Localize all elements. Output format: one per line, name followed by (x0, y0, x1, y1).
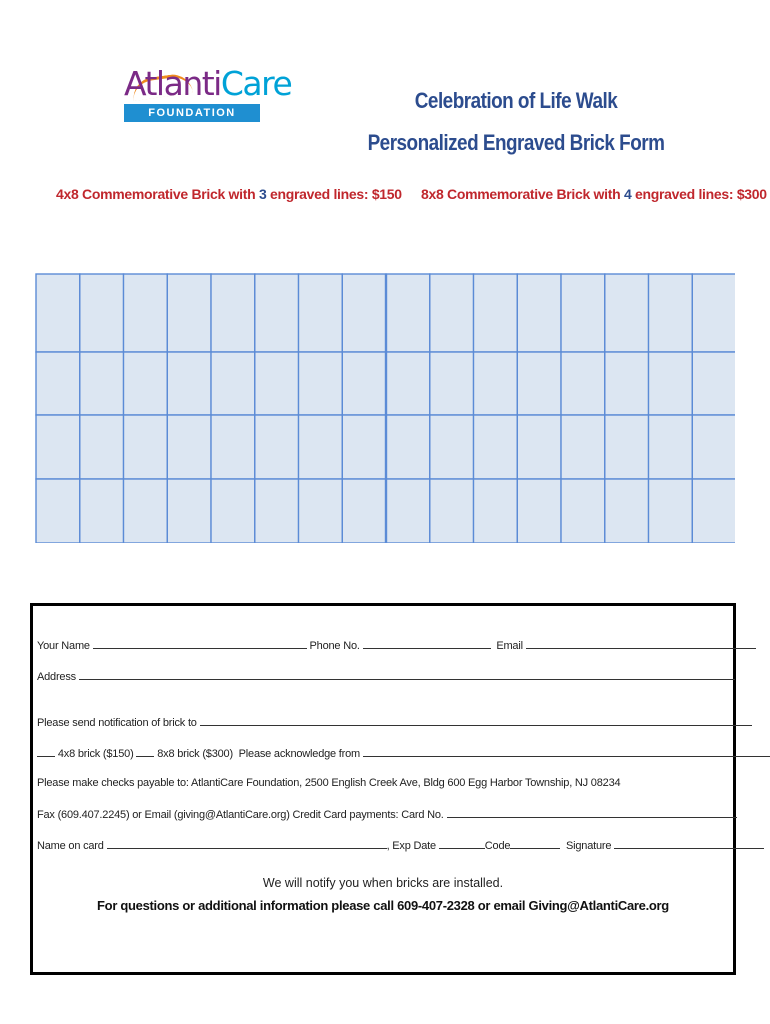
grid-cell[interactable] (561, 479, 605, 543)
option-4x8: 4x8 Commemorative Brick with 3 engraved lines: $150 (56, 186, 402, 202)
brick-8x8-label: 8x8 brick ($300) (157, 748, 233, 760)
grid-cell[interactable] (430, 352, 474, 415)
grid-cell[interactable] (430, 479, 474, 543)
grid-cell[interactable] (517, 415, 561, 479)
option-8x8-lines: 4 (623, 186, 632, 202)
contact-row (37, 638, 729, 652)
card-number-field[interactable] (447, 807, 737, 818)
grid-cell[interactable] (342, 274, 386, 352)
grid-cell[interactable] (692, 352, 735, 415)
grid-cell[interactable] (124, 415, 168, 479)
logo-name-part2: Care (220, 64, 292, 103)
grid-cell[interactable] (605, 274, 649, 352)
grid-cell[interactable] (474, 415, 518, 479)
code-field[interactable] (510, 838, 560, 849)
grid-cell[interactable] (255, 274, 299, 352)
grid-cell[interactable] (211, 352, 255, 415)
logo-wordmark (124, 62, 291, 106)
grid-cell[interactable] (605, 415, 649, 479)
grid-cell[interactable] (36, 415, 80, 479)
grid-cell[interactable] (386, 415, 430, 479)
notify-message: We will notify you when bricks are installed. (262, 876, 504, 890)
brick-4x8-label: 4x8 brick ($150) (57, 748, 134, 760)
grid-cell[interactable] (167, 274, 211, 352)
phone-field[interactable] (363, 638, 491, 649)
email-label: Email (496, 640, 523, 652)
address-row (37, 669, 729, 683)
grid-cell[interactable] (124, 352, 168, 415)
acknowledge-label: Please acknowledge from (238, 748, 360, 760)
grid-cell[interactable] (649, 479, 693, 543)
option-4x8-lines: 3 (258, 186, 267, 202)
grid-cell[interactable] (386, 274, 430, 352)
grid-cell[interactable] (211, 274, 255, 352)
card-row (37, 807, 729, 821)
grid-cell[interactable] (211, 415, 255, 479)
grid-cell[interactable] (124, 274, 168, 352)
grid-cell[interactable] (36, 479, 80, 543)
page-title: Celebration of Life Walk (414, 88, 618, 113)
grid-cell[interactable] (167, 352, 211, 415)
grid-cell[interactable] (167, 415, 211, 479)
signature-label: Signature (566, 840, 612, 852)
address-label: Address (37, 671, 76, 683)
grid-cell[interactable] (605, 479, 649, 543)
grid-cell[interactable] (649, 274, 693, 352)
exp-date-field[interactable] (439, 838, 485, 849)
name-on-card-label: Name on card (37, 840, 104, 852)
notify-row (37, 715, 729, 729)
email-field[interactable] (526, 638, 756, 649)
notify-label: Please send notification of brick to (37, 717, 197, 729)
grid-cell[interactable] (36, 352, 80, 415)
contact-message: For questions or additional information please call 609-407-2328 or email Giving@AtlantiCare.org (97, 898, 669, 913)
notify-field[interactable] (200, 715, 752, 726)
grid-cell[interactable] (80, 415, 124, 479)
grid-cell[interactable] (167, 479, 211, 543)
grid-cell[interactable] (255, 415, 299, 479)
brick-size-row (37, 746, 729, 760)
grid-cell[interactable] (561, 274, 605, 352)
your-name-field[interactable] (93, 638, 307, 649)
grid-cell[interactable] (386, 479, 430, 543)
grid-cell[interactable] (692, 274, 735, 352)
grid-cell[interactable] (255, 352, 299, 415)
exp-date-label: , Exp Date (386, 840, 436, 852)
brick-4x8-field[interactable] (37, 746, 55, 757)
grid-cell[interactable] (124, 479, 168, 543)
name-on-card-field[interactable] (107, 838, 387, 849)
grid-cell[interactable] (474, 274, 518, 352)
option-8x8: 8x8 Commemorative Brick with 4 engraved lines: $300 (421, 186, 767, 202)
logo-name-part1: Atlanti (124, 64, 221, 103)
acknowledge-field[interactable] (363, 746, 770, 757)
grid-cell[interactable] (299, 274, 343, 352)
grid-cell[interactable] (80, 352, 124, 415)
fax-text: Fax (609.407.2245) or Email (giving@AtlantiCare.org) Credit Card payments: Card No. (37, 809, 444, 821)
page-subtitle: Personalized Engraved Brick Form (367, 130, 665, 155)
grid-cell[interactable] (517, 479, 561, 543)
address-field[interactable] (79, 669, 735, 680)
order-form (30, 603, 736, 975)
grid-cell[interactable] (342, 352, 386, 415)
grid-cell[interactable] (517, 352, 561, 415)
grid-cell[interactable] (80, 479, 124, 543)
grid-cell[interactable] (430, 274, 474, 352)
card-details-row (37, 838, 729, 852)
signature-field[interactable] (614, 838, 764, 849)
grid-cell[interactable] (299, 415, 343, 479)
checks-row: Please make checks payable to: AtlantiCare Foundation, 2500 English Creek Ave, Bldg 600 Egg Harbor Township, NJ 08234 (37, 777, 621, 789)
engraving-grid[interactable] (35, 273, 735, 543)
grid-cell[interactable] (36, 274, 80, 352)
grid-cell[interactable] (649, 352, 693, 415)
grid-cell[interactable] (517, 274, 561, 352)
grid-cell[interactable] (299, 479, 343, 543)
grid-cell[interactable] (386, 352, 430, 415)
grid-cell[interactable] (561, 415, 605, 479)
grid-cell[interactable] (474, 479, 518, 543)
phone-label: Phone No. (309, 640, 360, 652)
brick-8x8-field[interactable] (136, 746, 154, 757)
your-name-label: Your Name (37, 640, 90, 652)
grid-cell[interactable] (692, 479, 735, 543)
grid-cell[interactable] (474, 352, 518, 415)
grid-cell[interactable] (342, 415, 386, 479)
grid-cell[interactable] (692, 415, 735, 479)
grid-cell[interactable] (342, 479, 386, 543)
code-label: Code (484, 840, 511, 852)
grid-cell[interactable] (561, 352, 605, 415)
grid-cell[interactable] (430, 415, 474, 479)
grid-cell[interactable] (211, 479, 255, 543)
grid-cell[interactable] (605, 352, 649, 415)
grid-cell[interactable] (299, 352, 343, 415)
grid-cell[interactable] (255, 479, 299, 543)
logo-foundation-bar: FOUNDATION (124, 104, 260, 122)
grid-cell[interactable] (649, 415, 693, 479)
grid-cell[interactable] (80, 274, 124, 352)
